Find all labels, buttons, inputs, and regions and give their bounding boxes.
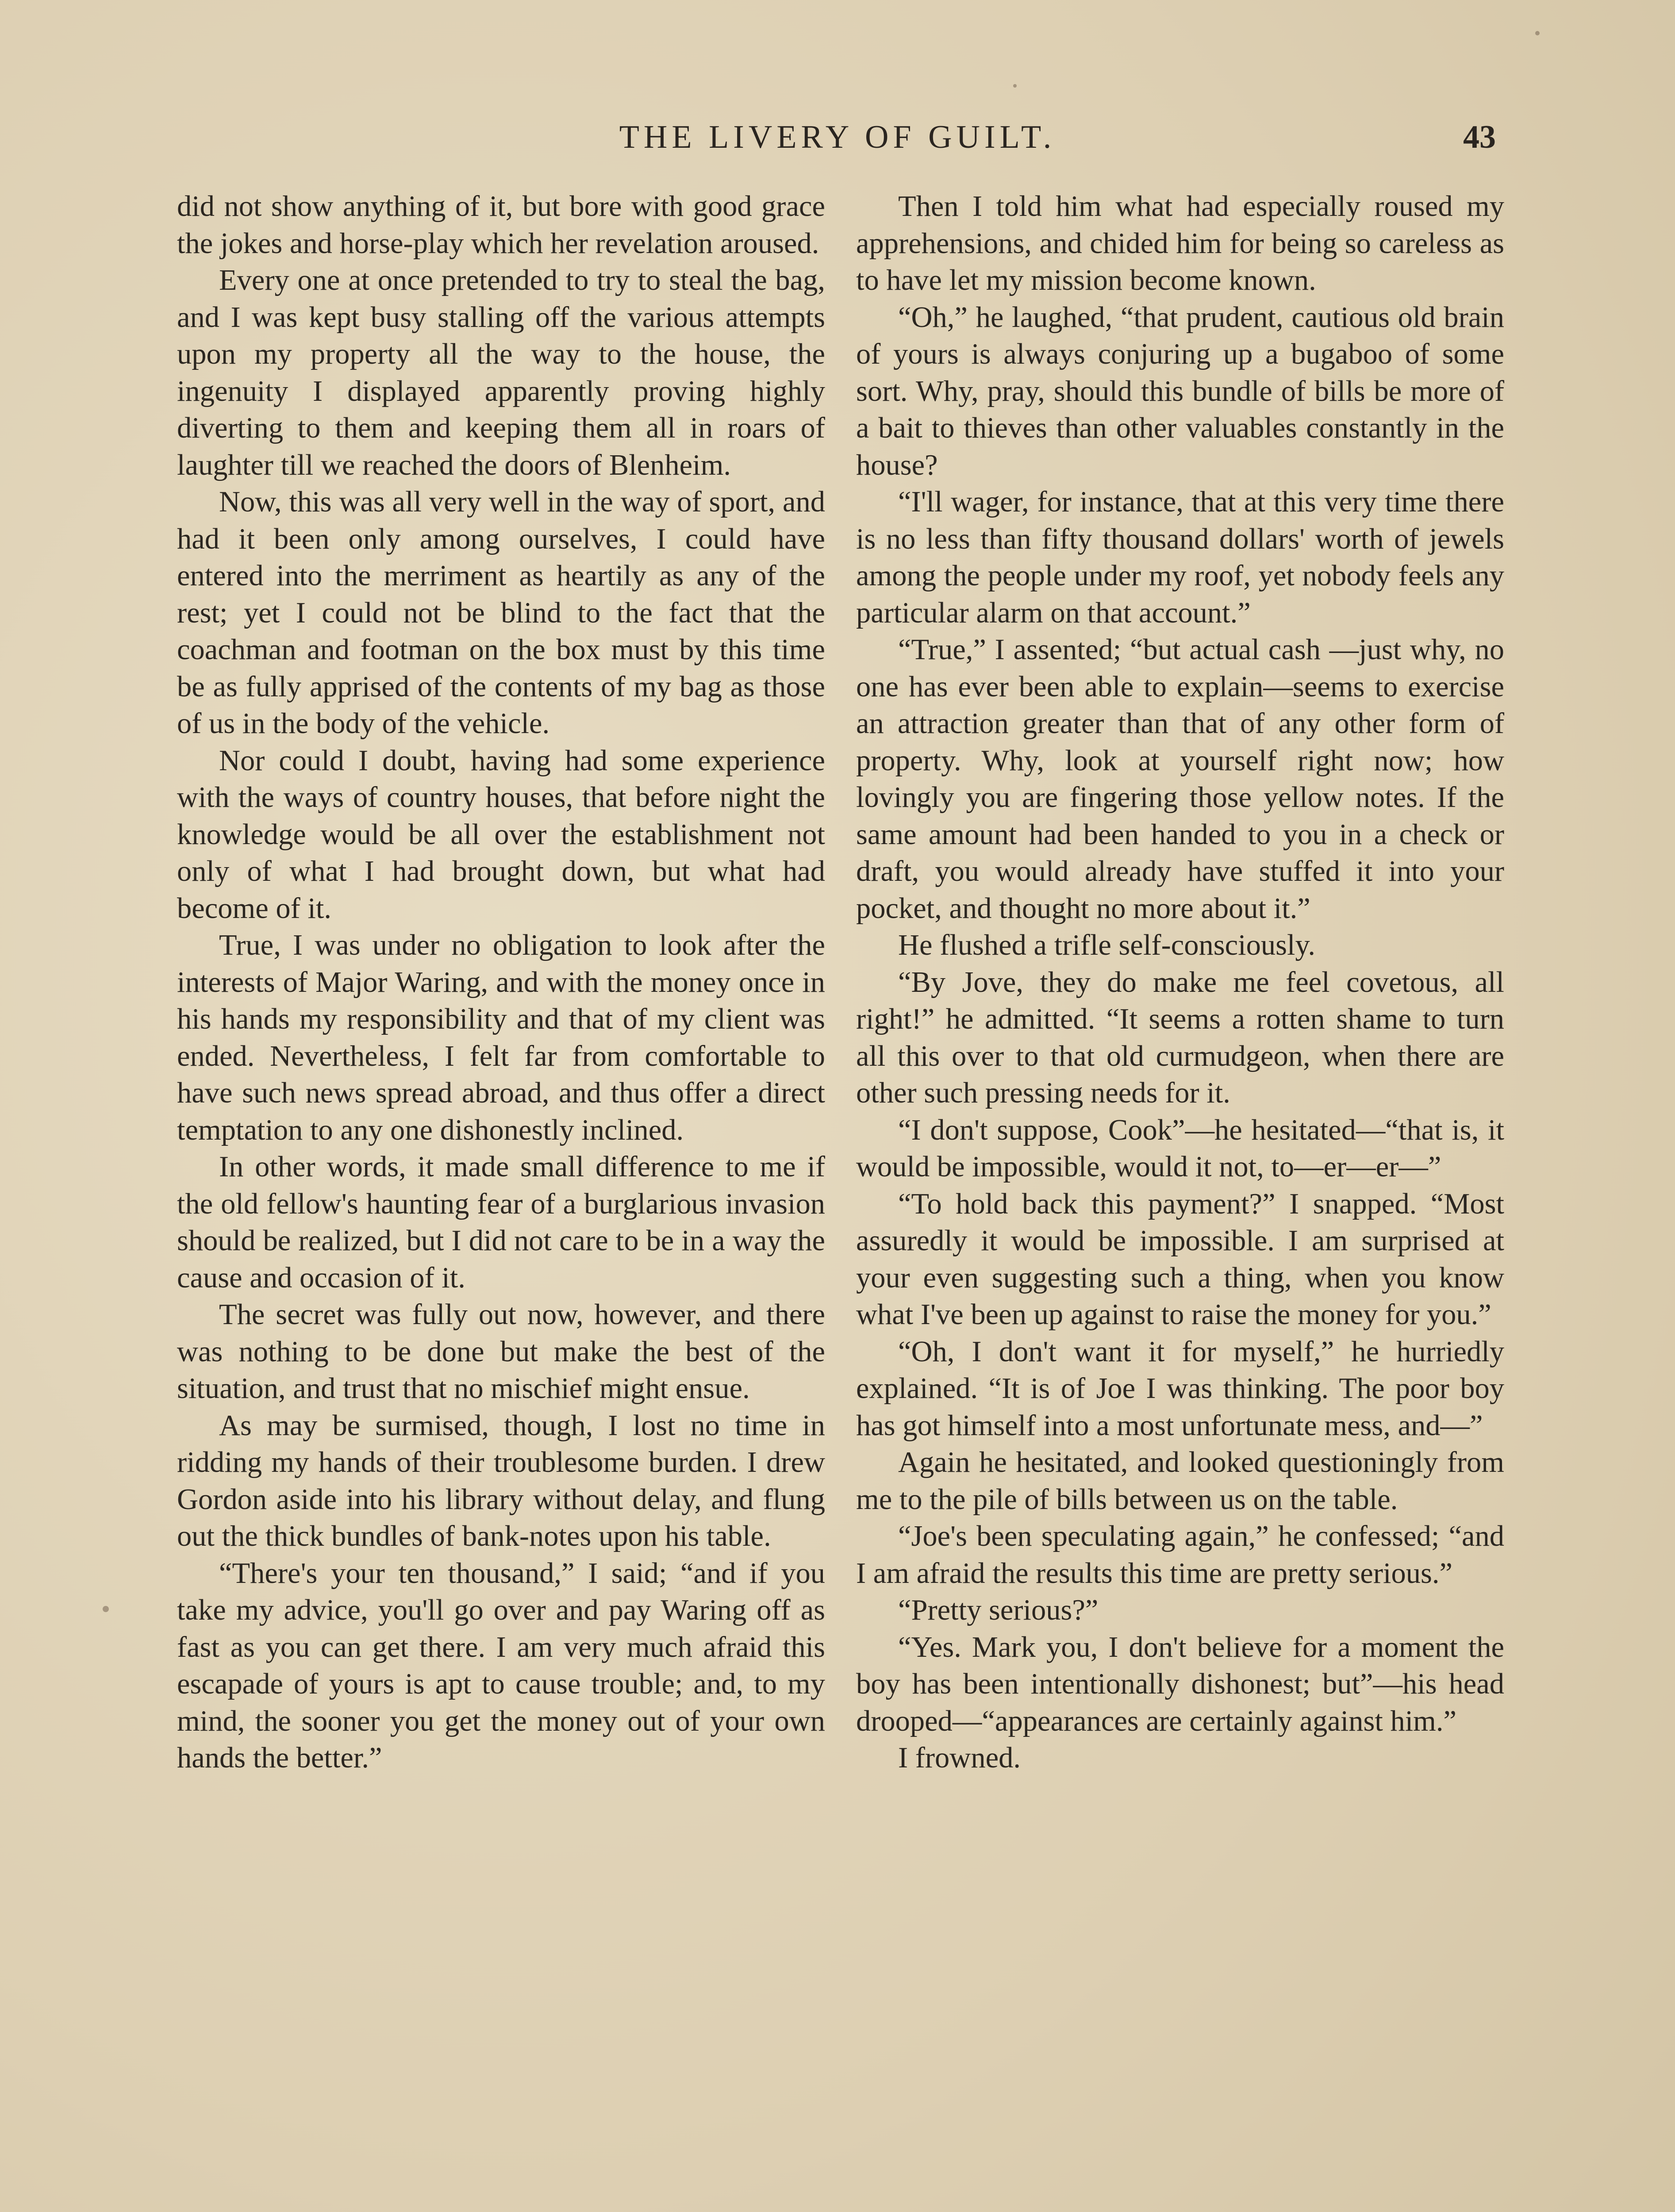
paragraph: “Pretty serious?” xyxy=(898,1594,1099,1626)
paragraph: “Yes. Mark you, I don't believe for a moment the boy has been intentionally dishonest; but”—his head drooped—“appearances are certainly against him.” xyxy=(856,1631,1504,1737)
paragraph: “To hold back this payment?” I snapped. “Most assuredly it would be impossible. I am surprised at your even suggesting such a thing, when you know what I've been up against to raise the money for you.” xyxy=(856,1187,1504,1331)
right-text-column xyxy=(856,188,1504,1777)
paragraph: Then I told him what had especially roused my apprehensions, and chided him for being so careless as to have let my mission become known. xyxy=(856,190,1504,296)
paragraph: “Joe's been speculating again,” he confessed; “and I am afraid the results this time are pretty serious.” xyxy=(856,1520,1504,1590)
paragraph: I frowned. xyxy=(898,1742,1021,1774)
paragraph: “I don't suppose, Cook”—he hesitated—“that is, it would be impossible, would it not, to—er—er—” xyxy=(856,1114,1504,1183)
paragraph: Again he hesitated, and looked questioningly from me to the pile of bills between us on the table. xyxy=(856,1446,1504,1516)
running-header xyxy=(177,111,1498,164)
paragraph: “By Jove, they do make me feel covetous, all right!” he admitted. “It seems a rotten shame to turn all this over to that old curmudgeon, when there are other such pressing needs for it. xyxy=(856,966,1504,1109)
left-text-column xyxy=(177,188,825,1777)
paragraph: Every one at once pretended to try to steal the bag, and I was kept busy stalling off the various attempts upon my property all the way to the house, the ingenuity I displayed apparently proving highly diverting to them and keeping them all in roars of laughter till we reached the doors of Blenheim. xyxy=(177,264,825,481)
paragraph: “True,” I assented; “but actual cash —just why, no one has ever been able to explain—seems to exercise an attraction greater than that of any other form of property. Why, look at yourself right now; how lovingly you are fingering those yellow notes. If the same amount had been handed to you in a check or draft, you would already have stuffed it into your pocket, and thought no more about it.” xyxy=(856,634,1504,925)
paragraph: The secret was fully out now, however, and there was nothing to be done but make the best of the situation, and trust that no mischief might ensue. xyxy=(177,1298,825,1405)
paragraph: Now, this was all very well in the way of sport, and had it been only among ourselves, I could have entered into the merriment as heartily as any of the rest; yet I could not be blind to the fact that the coachman and footman on the box must by this time be as fully apprised of the contents of my bag as those of us in the body of the vehicle. xyxy=(177,486,825,740)
paragraph: “Oh,” he laughed, “that prudent, cautious old brain of yours is always conjuring up a bugaboo of some sort. Why, pray, should this bundle of bills be more of a bait to thieves than other valuables constantly in the house? xyxy=(856,301,1504,481)
paragraph: “I'll wager, for instance, that at this very time there is no less than fifty thousand dollars' worth of jewels among the people under my roof, yet nobody feels any particular alarm on that account.” xyxy=(856,486,1504,629)
paper-speck xyxy=(103,1606,109,1612)
paragraph: Nor could I doubt, having had some experience with the ways of country houses, that before night the knowledge would be all over the establishment not only of what I had brought down, but what had become of it. xyxy=(177,744,825,925)
paper-speck xyxy=(1535,31,1540,35)
paragraph: did not show anything of it, but bore with good grace the jokes and horse-play which her revelation aroused. xyxy=(177,190,825,260)
paragraph: “There's your ten thousand,” I said; “and if you take my advice, you'll go over and pay Waring off as fast as you can get there. I am very much afraid this escapade of yours is apt to cause trouble; and, to my mind, the sooner you get the money out of your own hands the better.” xyxy=(177,1557,825,1774)
paragraph: He flushed a trifle self-consciously. xyxy=(898,929,1316,961)
paragraph: True, I was under no obligation to look after the interests of Major Waring, and with the money once in his hands my responsibility and that of my client was ended. Nevertheless, I felt far from comfortable to have such news spread abroad, and thus offer a direct temptation to any one dishonestly inclined. xyxy=(177,929,825,1146)
running-title: THE LIVERY OF GUILT. xyxy=(619,119,1056,155)
page-number: 43 xyxy=(1463,119,1496,155)
paragraph: As may be surmised, though, I lost no time in ridding my hands of their troublesome burden. I drew Gordon aside into his library without delay, and flung out the thick bundles of bank-notes upon his table. xyxy=(177,1409,825,1552)
paper-speck xyxy=(1013,84,1017,88)
paragraph: “Oh, I don't want it for myself,” he hurriedly explained. “It is of Joe I was thinking. The poor boy has got himself into a most unfortunate mess, and—” xyxy=(856,1335,1504,1442)
paragraph: In other words, it made small difference to me if the old fellow's haunting fear of a burglarious invasion should be realized, but I did not care to be in a way the cause and occasion of it. xyxy=(177,1151,825,1294)
